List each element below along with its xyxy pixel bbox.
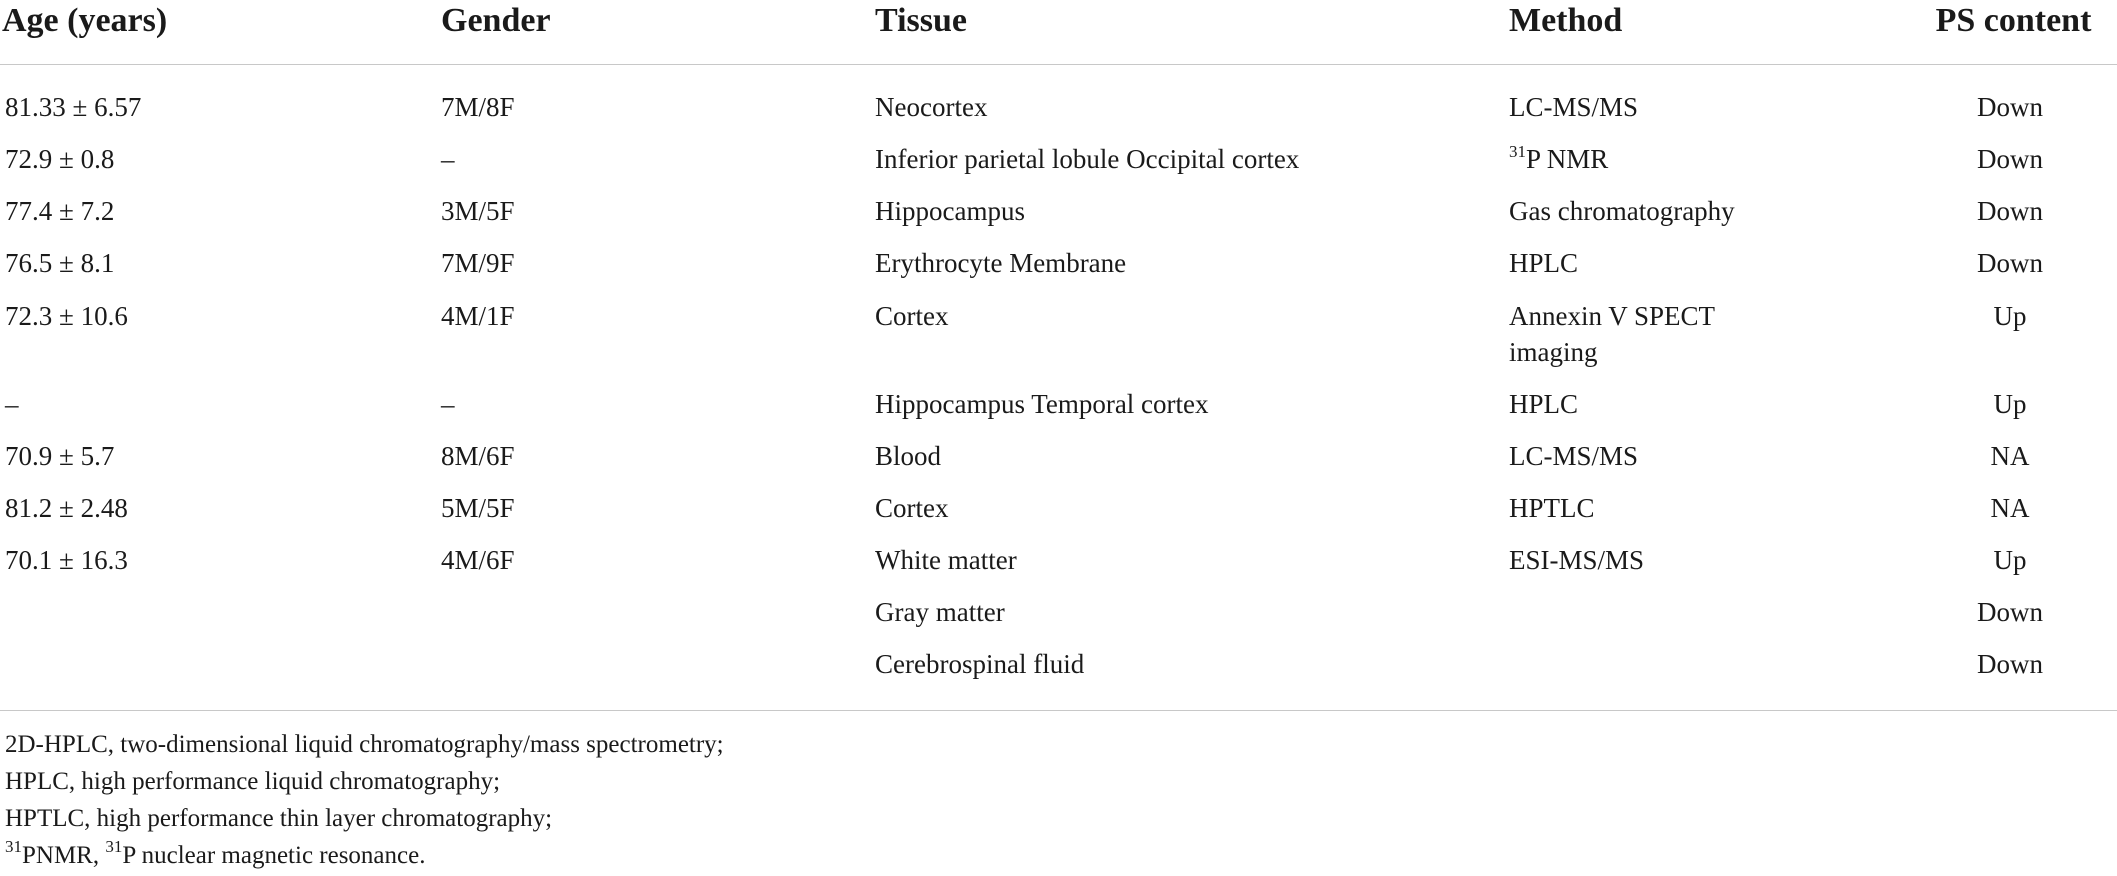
cell-age: – bbox=[5, 389, 19, 419]
header-method: Method bbox=[1509, 2, 1623, 39]
footnote-hplc: HPLC, high performance liquid chromatography; bbox=[5, 768, 501, 795]
cell-ps-content: Up bbox=[1993, 389, 2027, 419]
method-text: LC-MS/MS bbox=[1509, 441, 1639, 471]
cell-ps-content: NA bbox=[1990, 493, 2030, 523]
cell-method bbox=[1509, 193, 1735, 229]
cell-ps-content: NA bbox=[1990, 441, 2030, 471]
cell-gender: 5M/5F bbox=[441, 493, 515, 523]
cell-gender: 7M/9F bbox=[441, 248, 515, 278]
cell-tissue: Inferior parietal lobule Occipital cortex bbox=[875, 144, 1300, 174]
cell-method bbox=[1509, 89, 1638, 125]
cell-age: 81.2 ± 2.48 bbox=[5, 493, 128, 523]
cell-gender: 7M/8F bbox=[441, 92, 515, 122]
cell-tissue: Hippocampus Temporal cortex bbox=[875, 389, 1209, 419]
cell-tissue: Erythrocyte Membrane bbox=[875, 248, 1127, 278]
cell-age: 81.33 ± 6.57 bbox=[5, 92, 142, 122]
table-header-row bbox=[0, 0, 2117, 65]
method-text: ESI-MS/MS bbox=[1509, 545, 1645, 575]
method-text: LC-MS/MS bbox=[1509, 92, 1639, 122]
cell-tissue: Cortex bbox=[875, 301, 949, 331]
footnote-2d-hplc: 2D-HPLC, two-dimensional liquid chromatography/mass spectrometry; bbox=[5, 731, 724, 758]
cell-tissue: Gray matter bbox=[875, 597, 1005, 627]
cell-gender: – bbox=[441, 144, 455, 174]
footnote-superscript: 31 bbox=[105, 837, 123, 856]
cell-age: 72.3 ± 10.6 bbox=[5, 301, 128, 331]
header-ps-content: PS content bbox=[1935, 2, 2092, 39]
cell-tissue: Hippocampus bbox=[875, 196, 1025, 226]
method-text: P NMR bbox=[1526, 144, 1609, 174]
header-age: Age (years) bbox=[2, 2, 168, 39]
cell-ps-content: Up bbox=[1993, 545, 2027, 575]
cell-gender: – bbox=[441, 389, 455, 419]
cell-method bbox=[1509, 490, 1595, 526]
method-superscript: 31 bbox=[1509, 142, 1526, 161]
cell-method bbox=[1509, 438, 1638, 474]
cell-age: 76.5 ± 8.1 bbox=[5, 248, 115, 278]
footnote-superscript: 31 bbox=[5, 837, 22, 856]
cell-tissue: Cortex bbox=[875, 493, 949, 523]
cell-gender: 4M/1F bbox=[441, 301, 515, 331]
cell-tissue: Blood bbox=[875, 441, 942, 471]
footnote-pnmr bbox=[5, 837, 724, 874]
cell-age: 72.9 ± 0.8 bbox=[5, 144, 115, 174]
method-text: HPTLC bbox=[1509, 493, 1595, 523]
cell-tissue: Cerebrospinal fluid bbox=[875, 649, 1085, 679]
cell-gender: 4M/6F bbox=[441, 545, 515, 575]
method-text: Annexin V SPECT imaging bbox=[1509, 301, 1715, 367]
cell-ps-content: Down bbox=[1977, 248, 2043, 278]
cell-age: 77.4 ± 7.2 bbox=[5, 196, 115, 226]
cell-gender: 8M/6F bbox=[441, 441, 515, 471]
cell-tissue: White matter bbox=[875, 545, 1017, 575]
cell-ps-content: Down bbox=[1977, 144, 2043, 174]
method-text: Gas chromatography bbox=[1509, 196, 1735, 226]
method-text: HPLC bbox=[1509, 248, 1579, 278]
cell-method bbox=[1509, 386, 1578, 422]
cell-ps-content: Down bbox=[1977, 92, 2043, 122]
cell-ps-content: Up bbox=[1993, 301, 2027, 331]
cell-ps-content: Down bbox=[1977, 649, 2043, 679]
table-body bbox=[0, 65, 2117, 711]
cell-ps-content: Down bbox=[1977, 196, 2043, 226]
footnote-hptlc: HPTLC, high performance thin layer chromatography; bbox=[5, 805, 553, 832]
footnote-text: PNMR, bbox=[22, 842, 106, 869]
cell-age: 70.1 ± 16.3 bbox=[5, 545, 128, 575]
cell-tissue: Neocortex bbox=[875, 92, 988, 122]
cell-gender: 3M/5F bbox=[441, 196, 515, 226]
cell-method bbox=[1509, 298, 1809, 370]
cell-age: 70.9 ± 5.7 bbox=[5, 441, 115, 471]
footnote-text: P nuclear magnetic resonance. bbox=[122, 842, 426, 869]
cell-method bbox=[1509, 141, 1608, 177]
cell-method bbox=[1509, 245, 1578, 281]
method-text: HPLC bbox=[1509, 389, 1579, 419]
cell-method bbox=[1509, 542, 1644, 578]
header-tissue: Tissue bbox=[875, 2, 967, 39]
header-gender: Gender bbox=[441, 2, 551, 39]
cell-ps-content: Down bbox=[1977, 597, 2043, 627]
table-footnotes bbox=[5, 726, 724, 874]
